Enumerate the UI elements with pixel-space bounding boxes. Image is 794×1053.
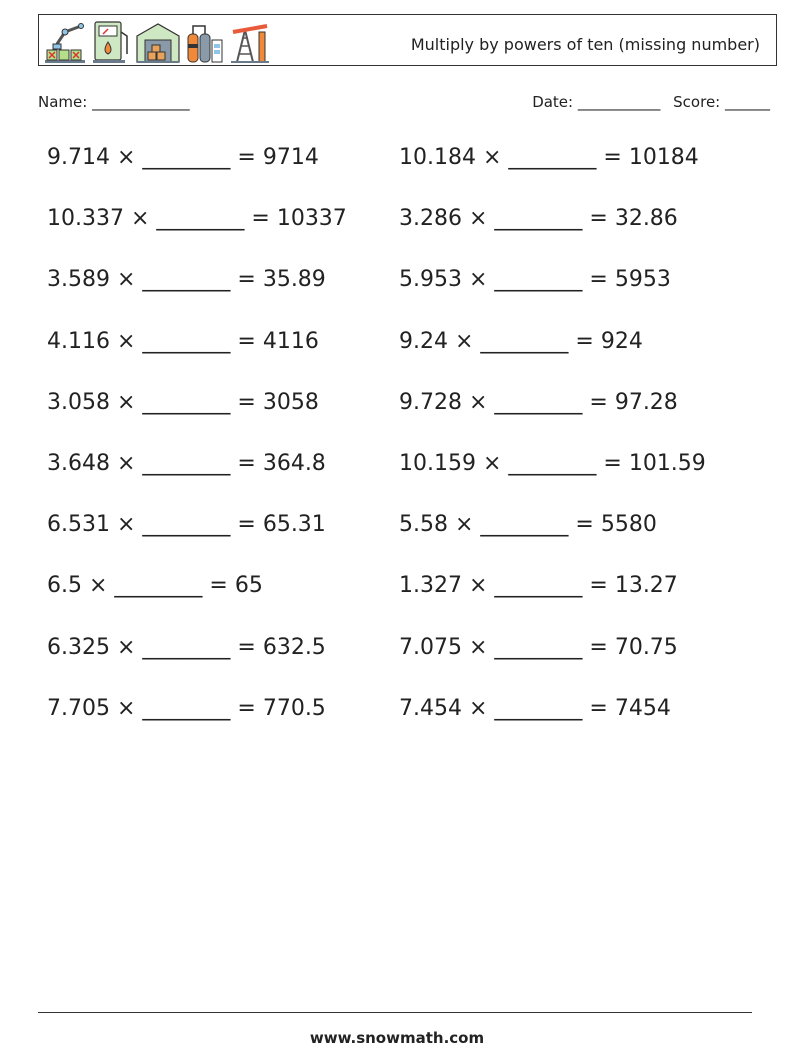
problem-5: 3.589 × ________ = 35.89 [47, 267, 326, 293]
problem-4: 3.286 × ________ = 32.86 [399, 206, 678, 232]
problem-9: 3.058 × ________ = 3058 [47, 389, 319, 415]
score-field: Score: ______ [673, 93, 770, 111]
problem-row [47, 635, 747, 696]
problem-10: 9.728 × ________ = 97.28 [399, 389, 678, 415]
name-field: Name: _____________ [38, 93, 190, 111]
problem-17: 6.325 × ________ = 632.5 [47, 634, 326, 660]
problem-15: 6.5 × ________ = 65 [47, 573, 263, 599]
problem-3: 10.337 × ________ = 10337 [47, 206, 347, 232]
worksheet-title: Multiply by powers of ten (missing number) [410, 35, 760, 54]
problem-16: 1.327 × ________ = 13.27 [399, 573, 678, 599]
problem-row [47, 206, 747, 267]
gas-cylinders-icon [185, 20, 225, 64]
problem-13: 6.531 × ________ = 65.31 [47, 512, 326, 538]
problem-row [47, 512, 747, 573]
oil-pump-icon [229, 20, 271, 64]
problem-grid [47, 145, 747, 757]
problem-row [47, 390, 747, 451]
robot-arm-icon [43, 20, 87, 64]
date-score-fields [532, 93, 770, 111]
problem-6: 5.953 × ________ = 5953 [399, 267, 671, 293]
problem-row [47, 145, 747, 206]
problem-2: 10.184 × ________ = 10184 [399, 145, 699, 170]
date-field: Date: ___________ [532, 93, 661, 111]
problem-8: 9.24 × ________ = 924 [399, 328, 643, 354]
footer-website: www.snowmath.com [309, 1029, 485, 1047]
problem-row [47, 573, 747, 634]
problem-18: 7.075 × ________ = 70.75 [399, 634, 678, 660]
worksheet-header [38, 14, 777, 66]
problem-row [47, 696, 747, 757]
warehouse-icon [135, 20, 181, 64]
problem-11: 3.648 × ________ = 364.8 [47, 450, 326, 476]
problem-7: 4.116 × ________ = 4116 [47, 328, 319, 354]
fuel-pump-icon [91, 20, 131, 64]
problem-row [47, 451, 747, 512]
problem-row [47, 267, 747, 328]
problem-12: 10.159 × ________ = 101.59 [399, 450, 706, 476]
problem-19: 7.705 × ________ = 770.5 [47, 695, 326, 721]
problem-14: 5.58 × ________ = 5580 [399, 512, 657, 538]
problem-20: 7.454 × ________ = 7454 [399, 695, 671, 721]
problem-1: 9.714 × ________ = 9714 [47, 145, 319, 170]
footer-divider [38, 1012, 752, 1013]
header-icons [43, 18, 271, 64]
problem-row [47, 329, 747, 390]
